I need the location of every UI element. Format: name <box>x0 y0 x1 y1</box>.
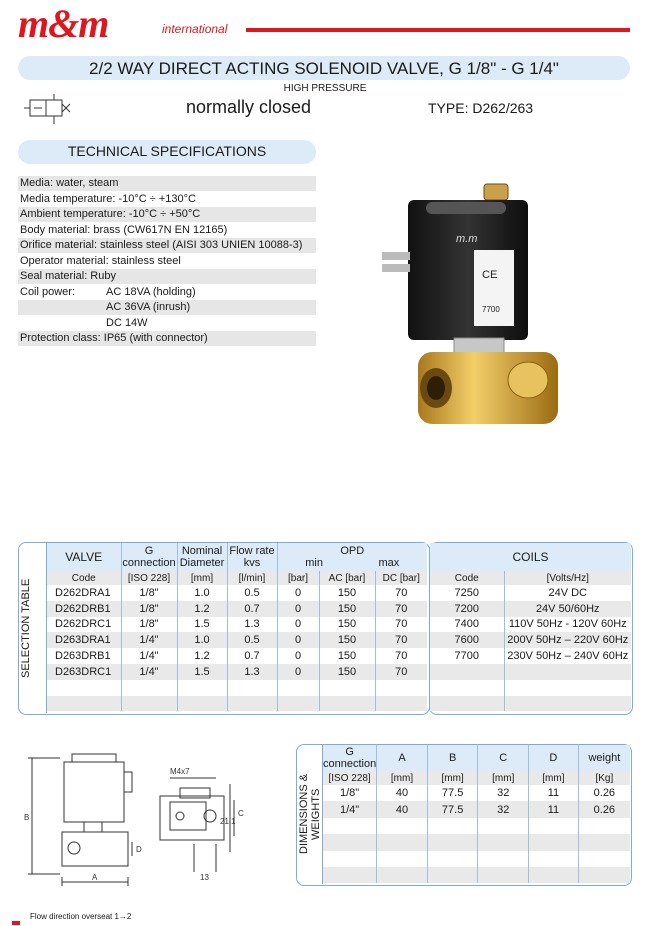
table-cell: 70 <box>395 586 408 599</box>
table-cell: 0 <box>277 664 319 680</box>
table-cell <box>377 834 428 850</box>
table-cell: 150 <box>319 632 375 648</box>
unit-cell: [mm] <box>377 771 428 785</box>
dim-d: D <box>136 845 142 854</box>
column-header: G connection <box>323 746 377 770</box>
table-row <box>47 617 427 633</box>
table-cell: 1.2 <box>177 601 227 617</box>
table-row <box>323 834 630 850</box>
unit-cell: [ISO 228] <box>323 771 377 785</box>
table-cell <box>375 696 427 712</box>
table-row <box>323 851 630 867</box>
table-row <box>323 867 630 883</box>
col-g-line2: connection <box>122 557 176 569</box>
table-cell <box>323 818 377 834</box>
table-cell <box>430 664 504 680</box>
spec-row <box>18 300 316 315</box>
table-cell: 1.5 <box>177 664 227 680</box>
table-cell <box>529 867 579 883</box>
table-cell: D262DRA1 <box>47 585 121 601</box>
table-cell <box>375 680 427 696</box>
table-cell: 70 <box>375 632 427 648</box>
table-row <box>430 632 631 648</box>
coil-marks-text: CE <box>482 269 498 281</box>
page-title: 2/2 WAY DIRECT ACTING SOLENOID VALVE, G 1/8" - G 1/4" <box>89 59 559 78</box>
table-cell: 0.5 <box>227 585 277 601</box>
brand-subtitle: international <box>162 22 228 36</box>
col-nominal-line1: Nominal <box>181 545 223 557</box>
table-row <box>323 785 630 801</box>
table-cell <box>377 818 428 834</box>
pressure-subtitle: HIGH PRESSURE <box>283 83 367 94</box>
table-cell <box>177 680 227 696</box>
selection-table <box>47 543 427 711</box>
table-cell: 32 <box>478 785 529 801</box>
spec-row <box>18 192 316 207</box>
column-header: A <box>377 745 428 771</box>
table-cell: 150 <box>319 617 375 633</box>
type-label: TYPE: D262/263 <box>428 100 534 116</box>
dim-21: 21.1 <box>220 817 236 826</box>
header-rule <box>246 28 630 32</box>
table-row <box>430 585 631 601</box>
coil-unit-volts: [Volts/Hz] <box>504 571 631 585</box>
table-cell <box>504 664 631 680</box>
spec-value: DC 14W <box>106 316 148 329</box>
table-cell <box>430 680 504 696</box>
table-row <box>430 696 631 712</box>
table-cell: 7400 <box>430 617 504 633</box>
spec-label: Body material: brass (CW617N EN 12165) <box>20 223 228 236</box>
table-row <box>323 818 630 834</box>
table-cell <box>177 696 227 712</box>
table-cell: 7600 <box>430 632 504 648</box>
table-cell: 1/4" <box>121 664 177 680</box>
col-g-line1: G <box>144 545 154 557</box>
table-cell: 1.3 <box>227 617 277 633</box>
table-cell: 1/4" <box>323 801 377 817</box>
valve-symbol-icon <box>20 92 82 128</box>
table-cell: D262DRB1 <box>47 601 121 617</box>
table-cell: 24V 50/60Hz <box>504 601 631 617</box>
table-cell: 70 <box>375 601 427 617</box>
table-cell <box>578 818 630 834</box>
table-cell: 0.26 <box>593 787 616 800</box>
spec-label: Ambient temperature: -10°C ÷ +50°C <box>20 208 201 220</box>
dim-thread: M4x7 <box>170 767 190 776</box>
valve-product-image <box>378 180 568 440</box>
table-cell: 77.5 <box>427 801 478 817</box>
table-cell: 0.26 <box>578 801 630 817</box>
table-cell <box>478 818 529 834</box>
dimensions-table-label: DIMENSIONS & WEIGHTS <box>298 773 322 855</box>
table-cell: 77.5 <box>427 785 478 801</box>
dim-c: C <box>238 809 244 818</box>
col-opd-max: max <box>378 557 400 569</box>
table-cell <box>504 696 631 712</box>
table-row <box>430 664 631 680</box>
table-cell <box>121 680 177 696</box>
normally-closed-label: normally closed <box>186 97 312 117</box>
table-cell <box>323 851 377 867</box>
table-cell: 150 <box>319 664 375 680</box>
footnote: Flow direction overseat 1→2 <box>30 912 132 921</box>
unit-dc: DC [bar] <box>375 571 427 585</box>
table-cell <box>478 834 529 850</box>
table-cell: 70 <box>395 650 408 663</box>
spec-row <box>18 331 316 346</box>
spec-row <box>18 207 316 222</box>
footer-marker <box>12 921 20 925</box>
spec-row <box>18 176 316 191</box>
col-g <box>121 543 177 571</box>
table-cell: 1.3 <box>227 664 277 680</box>
table-cell: 40 <box>377 801 428 817</box>
dim-13: 13 <box>200 873 209 882</box>
unit-cell: [Kg] <box>578 771 630 785</box>
coil-code-text: 7700 <box>482 305 500 314</box>
table-row <box>47 664 427 680</box>
dim-a: A <box>92 873 98 882</box>
col-nominal-line2: Diameter <box>179 557 225 569</box>
table-cell <box>377 851 428 867</box>
column-header: B <box>427 745 478 771</box>
table-cell: 0.5 <box>227 632 277 648</box>
spec-label: Protection class: IP65 (with connector) <box>20 332 208 344</box>
column-header: C <box>478 745 529 771</box>
unit-iso: [ISO 228] <box>121 571 177 585</box>
table-cell <box>430 696 504 712</box>
table-cell: 11 <box>529 801 579 817</box>
table-cell <box>427 851 478 867</box>
unit-mm: [mm] <box>177 571 227 585</box>
table-cell: 70 <box>375 664 427 680</box>
table-cell <box>319 696 375 712</box>
spec-label: Coil power: <box>20 285 76 298</box>
table-cell <box>323 834 377 850</box>
table-cell <box>427 818 478 834</box>
spec-value: AC 36VA (inrush) <box>106 301 191 313</box>
unit-cell: [mm] <box>529 771 579 785</box>
table-row <box>430 601 631 617</box>
table-cell <box>478 867 529 883</box>
unit-cell: [mm] <box>478 771 529 785</box>
spec-row <box>18 285 316 300</box>
coils-heading: COILS <box>430 543 631 571</box>
table-cell <box>578 834 630 850</box>
table-cell: 7200 <box>430 601 504 617</box>
table-cell <box>227 696 277 712</box>
spec-row <box>18 269 316 284</box>
table-cell: 1.2 <box>177 648 227 664</box>
unit-ac: AC [bar] <box>319 571 375 585</box>
specs-heading: TECHNICAL SPECIFICATIONS <box>67 143 267 159</box>
table-cell: D263DRC1 <box>47 664 121 680</box>
table-cell <box>578 851 630 867</box>
table-cell: D263DRA1 <box>47 632 121 648</box>
table-cell: 32 <box>478 801 529 817</box>
col-flow-line1: Flow rate <box>229 545 275 557</box>
column-header: weight <box>578 745 630 771</box>
spec-row <box>18 223 316 238</box>
table-cell <box>427 867 478 883</box>
unit-cell: [mm] <box>427 771 478 785</box>
table-cell: 110V 50Hz - 120V 60Hz <box>508 618 627 631</box>
table-cell: 1.0 <box>177 632 227 648</box>
col-flow-line2: kvs <box>243 557 261 569</box>
coil-unit-code: Code <box>430 571 504 585</box>
col-nominal <box>177 543 227 571</box>
table-cell: 1/8" <box>121 601 177 617</box>
table-cell <box>277 696 319 712</box>
table-cell: 1/8" <box>121 585 177 601</box>
col-flow <box>227 543 277 571</box>
table-cell: 7700 <box>430 648 504 664</box>
coil-brand-text: m.m <box>456 233 478 245</box>
table-row <box>430 680 631 696</box>
spec-label: Media temperature: -10°C ÷ +130°C <box>20 192 196 205</box>
unit-bar: [bar] <box>277 571 319 585</box>
table-cell: 24V DC <box>548 586 588 599</box>
unit-lmin: [l/min] <box>227 571 277 585</box>
dimension-drawing <box>20 744 290 888</box>
table-cell: 11 <box>529 785 579 801</box>
table-cell: 150 <box>319 648 375 664</box>
table-cell: D262DRC1 <box>47 617 121 633</box>
table-row <box>47 680 427 696</box>
column-header: D <box>529 745 579 771</box>
table-row <box>430 617 631 633</box>
table-cell <box>427 834 478 850</box>
spec-row <box>18 254 316 269</box>
table-cell <box>47 680 121 696</box>
table-cell: D263DRB1 <box>47 648 121 664</box>
table-cell <box>319 680 375 696</box>
table-cell <box>478 851 529 867</box>
brand-logo: m&m <box>18 1 109 46</box>
table-cell <box>377 867 428 883</box>
table-cell: 1.5 <box>177 617 227 633</box>
dim-b: B <box>24 813 30 822</box>
col-opd <box>277 543 427 571</box>
table-cell: 230V 50Hz – 240V 60Hz <box>507 650 629 663</box>
table-cell: 150 <box>319 585 375 601</box>
spec-label: Seal material: Ruby <box>20 270 116 282</box>
dimensions-table <box>323 745 630 883</box>
table-row <box>430 648 631 664</box>
table-cell <box>47 696 121 712</box>
col-opd-title: OPD <box>340 545 365 557</box>
table-cell: 70 <box>395 618 408 631</box>
table-cell <box>529 818 579 834</box>
table-cell: 1.0 <box>177 585 227 601</box>
table-cell <box>529 834 579 850</box>
table-cell: 200V 50Hz – 220V 60Hz <box>504 632 631 648</box>
table-cell <box>504 680 631 696</box>
unit-code: Code <box>47 571 121 585</box>
table-cell: 0 <box>277 585 319 601</box>
selection-table-label: SELECTION TABLE <box>20 578 32 678</box>
col-opd-min: min <box>305 557 323 569</box>
table-cell <box>578 867 630 883</box>
table-cell: 1/8" <box>121 617 177 633</box>
spec-label: Orifice material: stainless steel (AISI 303 UNIEN 10088-3) <box>20 239 303 251</box>
table-cell: 0 <box>277 648 319 664</box>
coils-table <box>430 543 631 711</box>
table-cell: 0.7 <box>227 648 277 664</box>
table-cell: 0.7 <box>227 601 277 617</box>
spec-value: AC 18VA (holding) <box>106 285 196 298</box>
table-row <box>47 632 427 648</box>
table-cell: 7250 <box>430 585 504 601</box>
table-row <box>323 801 630 817</box>
table-cell: 0 <box>277 601 319 617</box>
table-row <box>47 696 427 712</box>
table-cell: 150 <box>319 601 375 617</box>
col-valve: VALVE <box>47 543 121 571</box>
spec-row <box>18 238 316 253</box>
table-cell: 0 <box>277 617 319 633</box>
table-cell: 40 <box>377 785 428 801</box>
spec-row <box>18 316 316 331</box>
table-row <box>47 648 427 664</box>
table-row <box>47 601 427 617</box>
table-cell <box>529 851 579 867</box>
table-cell: 1/8" <box>323 785 377 801</box>
table-row <box>47 585 427 601</box>
table-cell <box>323 867 377 883</box>
spec-label: Operator material: stainless steel <box>20 254 181 267</box>
table-cell <box>277 680 319 696</box>
table-cell: 0 <box>277 632 319 648</box>
table-cell <box>227 680 277 696</box>
table-cell: 1/4" <box>121 632 177 648</box>
table-cell <box>121 696 177 712</box>
table-cell: 1/4" <box>121 648 177 664</box>
spec-label: Media: water, steam <box>20 177 119 189</box>
